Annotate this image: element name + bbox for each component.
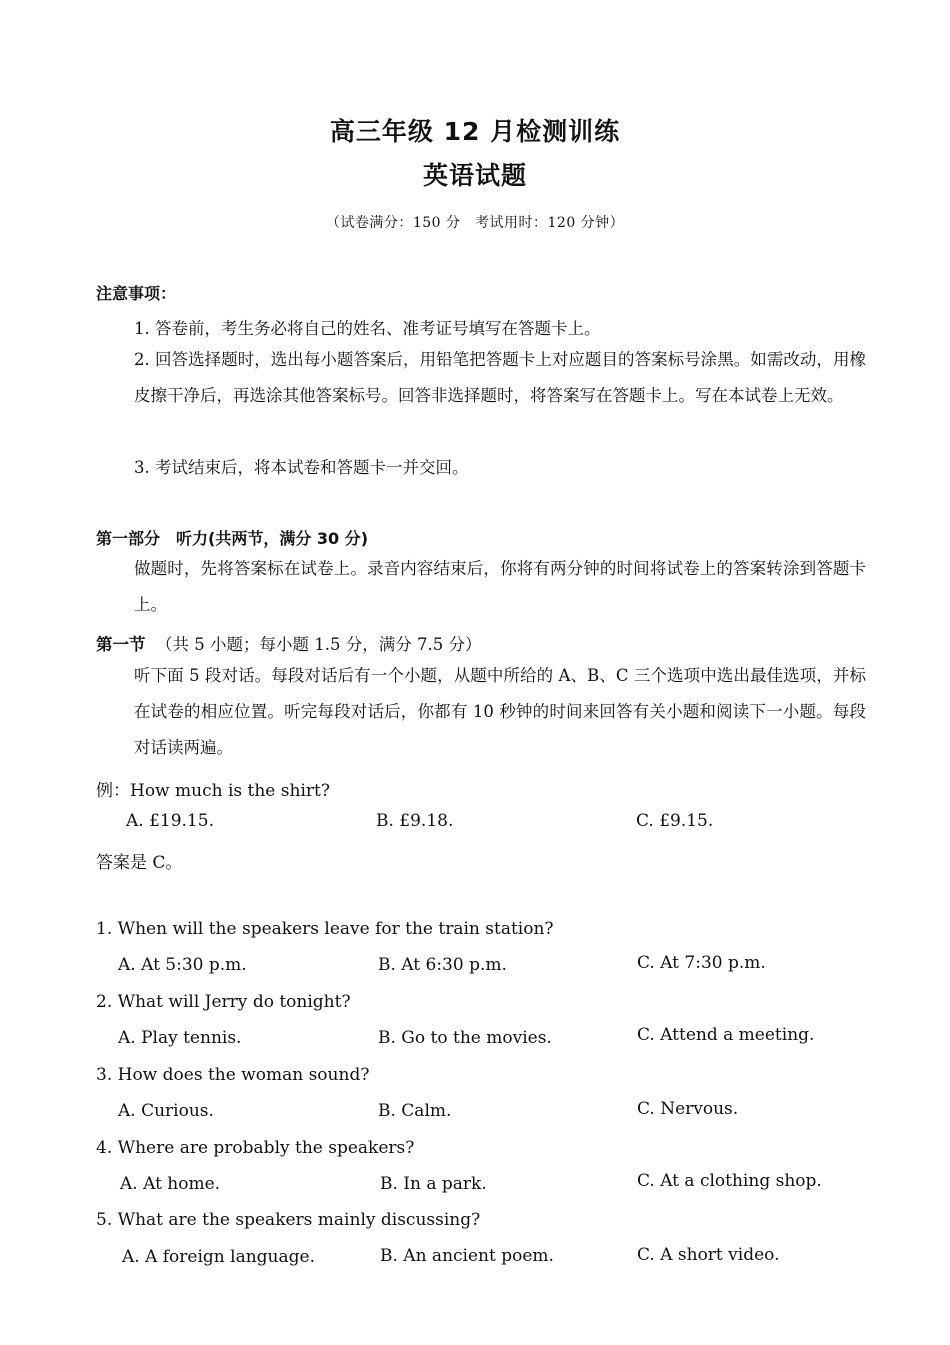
question-3-option-c: C. Nervous. bbox=[637, 1099, 739, 1119]
example-option-c: C. £9.15. bbox=[636, 811, 714, 831]
section1-heading bbox=[96, 631, 481, 655]
question-4-option-b: B. In a park. bbox=[380, 1174, 487, 1194]
question-3: 3. How does the woman sound? bbox=[96, 1065, 370, 1085]
question-1: 1. When will the speakers leave for the train station? bbox=[96, 919, 554, 939]
question-5-option-c: C. A short video. bbox=[637, 1245, 780, 1265]
question-1-option-b: B. At 6:30 p.m. bbox=[378, 955, 507, 975]
exam-title: 高三年级 12 月检测训练 bbox=[329, 117, 621, 146]
notice-item-2-text: 2. 回答选择题时，选出每小题答案后，用铅笔把答题卡上对应题目的答案标号涂黑。如需改动，用橡皮擦干净后，再选涂其他答案标号。回答非选择题时，将答案写在答题卡上。写在本试卷上无效。 bbox=[134, 350, 866, 405]
question-4: 4. Where are probably the speakers? bbox=[96, 1138, 415, 1158]
question-5: 5. What are the speakers mainly discussing? bbox=[96, 1210, 481, 1230]
section1-instruction bbox=[96, 658, 866, 766]
question-2: 2. What will Jerry do tonight? bbox=[96, 992, 351, 1012]
question-3-option-a: A. Curious. bbox=[118, 1101, 214, 1121]
notice-heading: 注意事项： bbox=[96, 284, 177, 303]
section1-instruction-text: 听下面 5 段对话。每段对话后有一个小题，从题中所给的 A、B、C 三个选项中选出最佳选项，并标在试卷的相应位置。听完每段对话后，你都有 10 秒钟的时间来回答有关小题和阅读下一小题。每段对话读两遍。 bbox=[134, 666, 866, 757]
question-5-option-a: A. A foreign language. bbox=[122, 1247, 315, 1267]
example-option-a: A. £19.15. bbox=[126, 811, 214, 831]
question-2-option-c: C. Attend a meeting. bbox=[637, 1025, 815, 1045]
example-question: 例：How much is the shirt? bbox=[96, 781, 330, 801]
question-2-option-b: B. Go to the movies. bbox=[378, 1028, 552, 1048]
section1-label: 第一节 bbox=[96, 635, 146, 654]
example-answer: 答案是 C。 bbox=[96, 853, 183, 873]
part1-heading: 第一部分 听力(共两节，满分 30 分) bbox=[96, 529, 369, 548]
section1-detail: （共 5 小题；每小题 1.5 分，满分 7.5 分） bbox=[156, 635, 482, 654]
exam-subject: 英语试题 bbox=[422, 161, 527, 190]
question-4-option-c: C. At a clothing shop. bbox=[637, 1171, 822, 1191]
question-1-option-c: C. At 7:30 p.m. bbox=[637, 953, 766, 973]
part1-instruction-text: 做题时，先将答案标在试卷上。录音内容结束后，你将有两分钟的时间将试卷上的答案转涂到答题卡上。 bbox=[134, 559, 866, 614]
question-5-option-b: B. An ancient poem. bbox=[380, 1246, 554, 1266]
exam-info: （试卷满分：150 分 考试用时：120 分钟） bbox=[325, 215, 625, 231]
question-2-option-a: A. Play tennis. bbox=[118, 1028, 242, 1048]
question-3-option-b: B. Calm. bbox=[378, 1101, 452, 1121]
notice-item-3: 3. 考试结束后，将本试卷和答题卡一并交回。 bbox=[134, 458, 469, 477]
question-4-option-a: A. At home. bbox=[120, 1174, 221, 1194]
question-1-option-a: A. At 5:30 p.m. bbox=[118, 955, 247, 975]
part1-instruction bbox=[96, 551, 866, 623]
example-option-b: B. £9.18. bbox=[376, 811, 454, 831]
notice-item-1: 1. 答卷前，考生务必将自己的姓名、准考证号填写在答题卡上。 bbox=[134, 319, 601, 338]
notice-item-2 bbox=[96, 342, 866, 414]
